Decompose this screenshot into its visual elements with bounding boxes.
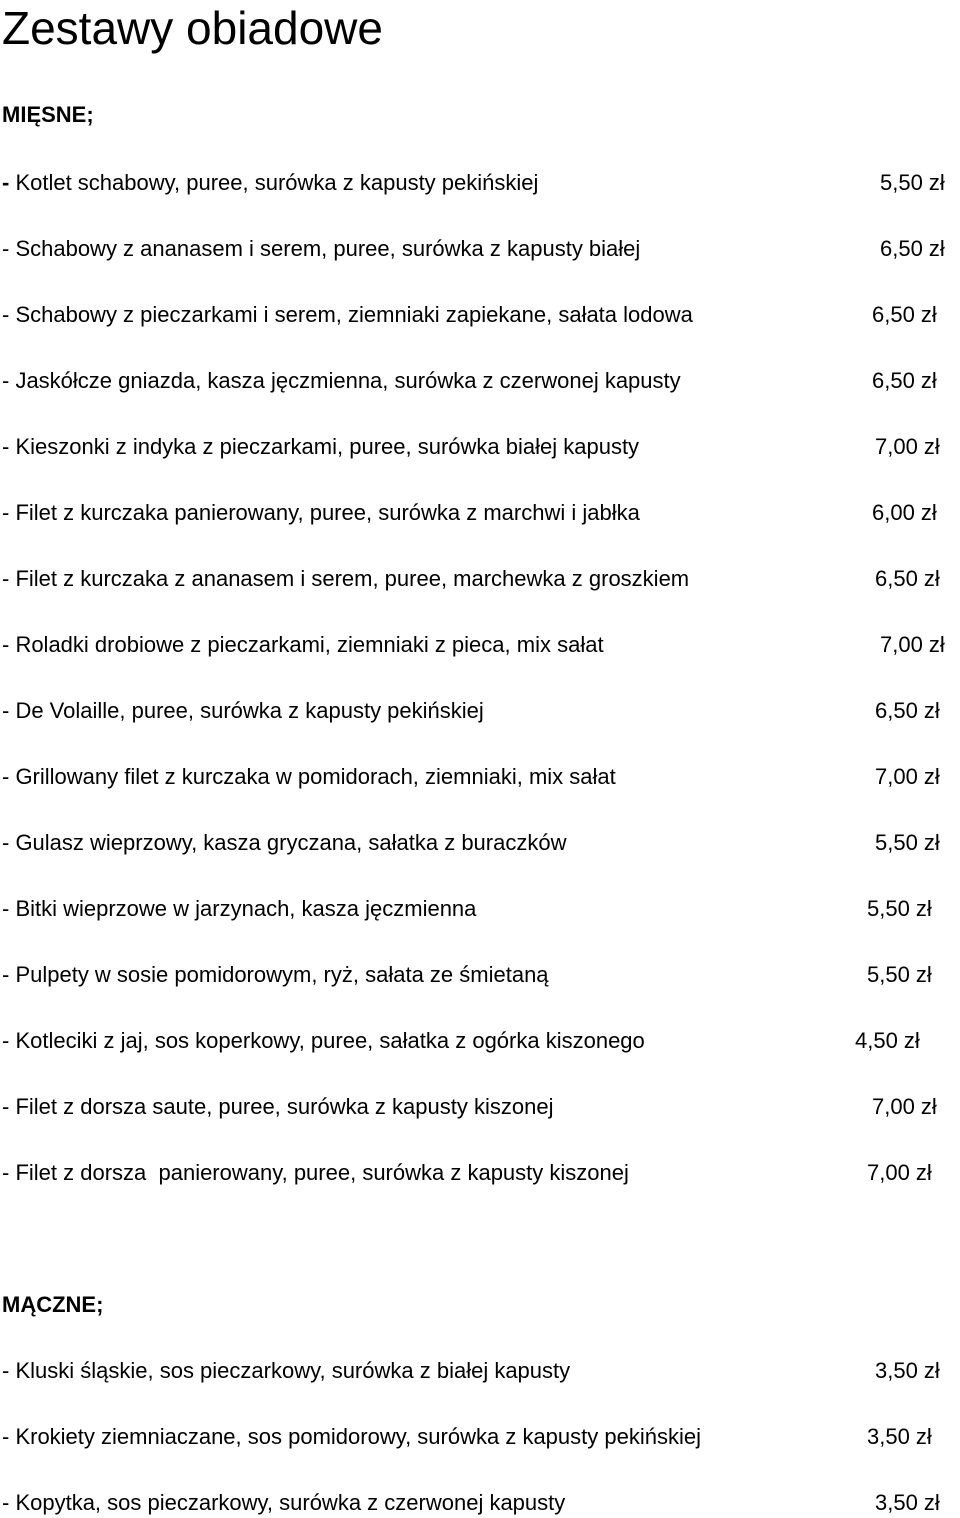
dish-text: - Krokiety ziemniaczane, sos pomidorowy, surówka z kapusty pekińskiej xyxy=(2,1424,701,1449)
dish-price: 6,50 zł xyxy=(875,566,940,591)
dish-text: - Schabowy z ananasem i serem, puree, surówka z kapusty białej xyxy=(2,236,641,261)
dish-name xyxy=(2,300,693,330)
dish-price: 3,50 zł xyxy=(875,1490,940,1515)
dish-name xyxy=(2,1092,553,1122)
dish-price: 6,00 zł xyxy=(872,500,937,525)
section-heading-maczne: MĄCZNE; xyxy=(2,1292,104,1317)
dish-name xyxy=(2,630,604,660)
dish-text: - Schabowy z pieczarkami i serem, ziemniaki zapiekane, sałata lodowa xyxy=(2,302,693,327)
menu-item xyxy=(2,300,960,330)
dish-price: 5,50 zł xyxy=(867,896,932,921)
menu-item xyxy=(2,894,960,924)
dish-text: - Filet z dorsza saute, puree, surówka z kapusty kiszonej xyxy=(2,1094,554,1119)
dish-price: 5,50 zł xyxy=(880,170,945,195)
menu-item xyxy=(2,432,960,462)
dish-text: - Pulpety w sosie pomidorowym, ryż, sałata ze śmietaną xyxy=(2,962,549,987)
dish-text: - De Volaille, puree, surówka z kapusty pekińskiej xyxy=(2,698,484,723)
dish-price: 7,00 zł xyxy=(880,632,945,657)
dish-text: - Kieszonki z indyka z pieczarkami, puree, surówka białej kapusty xyxy=(2,434,640,459)
dish-name xyxy=(2,432,639,462)
dish-text: - Filet z kurczaka panierowany, puree, surówka z marchwi i jabłka xyxy=(2,500,640,525)
dish-name xyxy=(2,1026,645,1056)
dish-name xyxy=(2,696,484,726)
dish-price: 3,50 zł xyxy=(867,1424,932,1449)
dish-text: - Filet z dorsza panierowany, puree, surówka z kapusty kiszonej xyxy=(2,1160,629,1185)
menu-item xyxy=(2,828,960,858)
dish-name xyxy=(2,762,616,792)
dish-name xyxy=(2,168,538,198)
dish-price: 7,00 zł xyxy=(867,1160,932,1185)
menu-item xyxy=(2,1092,960,1122)
menu-item xyxy=(2,696,960,726)
dish-name xyxy=(2,498,640,528)
dish-price: 4,50 zł xyxy=(855,1028,920,1053)
menu-item xyxy=(2,564,960,594)
dish-price: 5,50 zł xyxy=(867,962,932,987)
section-heading-miesne: MIĘSNE; xyxy=(2,102,94,127)
menu-item xyxy=(2,630,960,660)
dish-text: - Kopytka, sos pieczarkowy, surówka z czerwonej kapusty xyxy=(2,1490,566,1515)
page-title: Zestawy obiadowe xyxy=(2,2,383,54)
dish-price: 3,50 zł xyxy=(875,1358,940,1383)
dish-name xyxy=(2,564,689,594)
menu-item xyxy=(2,168,960,198)
dish-name xyxy=(2,366,681,396)
menu-item xyxy=(2,234,960,264)
menu-item xyxy=(2,960,960,990)
dish-name xyxy=(2,1356,570,1386)
dish-price: 5,50 zł xyxy=(875,830,940,855)
menu-item xyxy=(2,762,960,792)
menu-item xyxy=(2,1422,960,1452)
dish-text: - Filet z kurczaka z ananasem i serem, puree, marchewka z groszkiem xyxy=(2,566,690,591)
dish-text: - Grillowany filet z kurczaka w pomidorach, ziemniaki, mix sałat xyxy=(2,764,616,789)
dish-name xyxy=(2,894,476,924)
dish-text: Kotlet schabowy, puree, surówka z kapusty pekińskiej xyxy=(9,170,539,195)
dish-text: - Kotleciki z jaj, sos koperkowy, puree, sałatka z ogórka kiszonego xyxy=(2,1028,645,1053)
menu-item xyxy=(2,1026,960,1056)
menu-item xyxy=(2,1356,960,1386)
dish-text: - Gulasz wieprzowy, kasza gryczana, sałatka z buraczków xyxy=(2,830,567,855)
dish-bullet: - xyxy=(2,170,10,195)
dish-text: - Roladki drobiowe z pieczarkami, ziemniaki z pieca, mix sałat xyxy=(2,632,604,657)
dish-text: - Bitki wieprzowe w jarzynach, kasza jęczmienna xyxy=(2,896,477,921)
dish-name xyxy=(2,1158,629,1188)
dish-text: - Jaskółcze gniazda, kasza jęczmienna, surówka z czerwonej kapusty xyxy=(2,368,681,393)
menu-item xyxy=(2,366,960,396)
dish-price: 7,00 zł xyxy=(872,1094,937,1119)
menu-item xyxy=(2,1488,960,1518)
dish-price: 6,50 zł xyxy=(872,302,937,327)
dish-text: - Kluski śląskie, sos pieczarkowy, surówka z białej kapusty xyxy=(2,1358,571,1383)
dish-name xyxy=(2,1488,565,1518)
dish-price: 7,00 zł xyxy=(875,764,940,789)
dish-price: 6,50 zł xyxy=(872,368,937,393)
dish-price: 7,00 zł xyxy=(875,434,940,459)
menu-item xyxy=(2,498,960,528)
dish-name xyxy=(2,1422,701,1452)
dish-price: 6,50 zł xyxy=(880,236,945,261)
menu-item xyxy=(2,1158,960,1188)
dish-price: 6,50 zł xyxy=(875,698,940,723)
dish-name xyxy=(2,234,640,264)
dish-name xyxy=(2,960,549,990)
dish-name xyxy=(2,828,566,858)
